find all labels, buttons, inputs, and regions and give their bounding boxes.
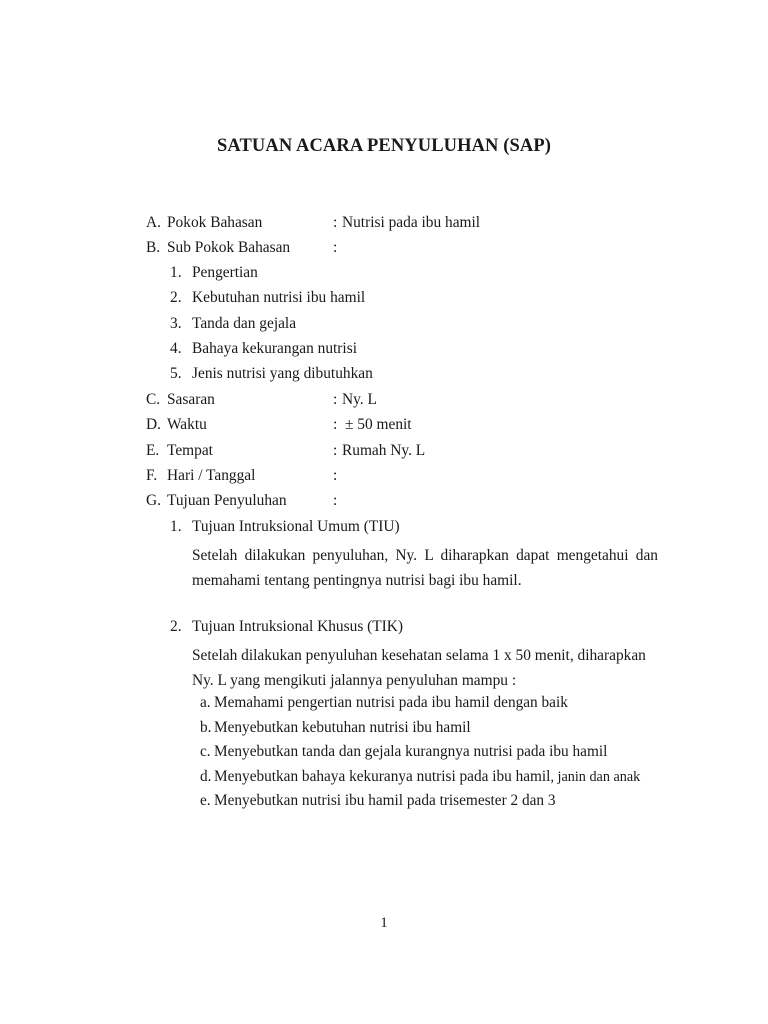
entry-marker: D. <box>146 416 161 434</box>
list-item-label: Memahami pengertian nutrisi pada ibu hamil dengan baik <box>214 694 568 711</box>
entry-row-e <box>146 442 666 467</box>
entry-row-c <box>146 391 666 416</box>
entry-label: Tempat <box>167 441 213 459</box>
entry-marker: F. <box>146 466 158 484</box>
tujuan-instruksional-umum-block <box>170 518 660 594</box>
tiu-number: 1. <box>170 518 182 535</box>
list-item-letter: d. <box>200 767 212 785</box>
sub-pokok-bahasan-list <box>170 264 630 390</box>
entry-value: Ny. L <box>342 391 377 409</box>
list-item-letter: e. <box>200 792 211 810</box>
entry-label: Sasaran <box>167 391 215 409</box>
list-item-number: 5. <box>170 365 182 383</box>
tik-heading-row <box>170 618 660 643</box>
list-item <box>170 365 630 390</box>
entry-label: Sub Pokok Bahasan <box>167 239 291 257</box>
entry-value: Rumah Ny. L <box>342 441 426 459</box>
entry-row-d <box>146 416 666 441</box>
list-item-letter: b. <box>200 718 212 736</box>
entry-label: Tujuan Penyuluhan <box>167 492 287 510</box>
list-item-number: 4. <box>170 339 182 357</box>
entry-label: Waktu <box>167 416 207 434</box>
entry-colon: : <box>333 239 338 257</box>
entry-marker: G. <box>146 492 161 510</box>
tik-objective-list <box>200 694 670 817</box>
entry-colon: : <box>333 416 338 434</box>
list-item-number: 2. <box>170 289 182 307</box>
entry-colon: : <box>333 214 338 231</box>
list-item-label: Menyebutkan tanda dan gejala kurangnya nutrisi pada ibu hamil <box>214 743 608 761</box>
entry-marker: B. <box>146 239 161 257</box>
tiu-heading: Tujuan Intruksional Umum (TIU) <box>192 518 400 535</box>
entry-value: Nutrisi pada ibu hamil <box>342 214 481 231</box>
entry-row-f <box>146 467 666 492</box>
entry-row-b <box>146 239 666 264</box>
entry-marker: E. <box>146 441 160 459</box>
list-item-letter: c. <box>200 743 211 761</box>
list-item-number: 1. <box>170 264 182 281</box>
tiu-heading-row <box>170 518 660 543</box>
entry-colon: : <box>333 466 338 484</box>
list-item-label: Jenis nutrisi yang dibutuhkan <box>192 365 373 383</box>
entry-colon: : <box>333 441 338 459</box>
entry-colon: : <box>333 492 338 510</box>
list-item <box>170 315 630 340</box>
tik-number: 2. <box>170 618 182 635</box>
entry-label: Hari / Tanggal <box>167 466 256 484</box>
entry-row-a <box>146 214 666 239</box>
list-item <box>170 289 630 314</box>
entry-value: ± 50 menit <box>345 416 412 434</box>
list-item-label: Pengertian <box>192 264 258 281</box>
tiu-body-text: Setelah dilakukan penyuluhan, Ny. L diharapkan dapat mengetahui dan memahami tentang pentingnya nutrisi bagi ibu hamil. <box>192 547 658 590</box>
list-item <box>170 264 630 289</box>
tik-heading: Tujuan Intruksional Khusus (TIK) <box>192 618 404 635</box>
page-number: 1 <box>380 915 388 931</box>
tik-body-text: Setelah dilakukan penyuluhan kesehatan selama 1 x 50 menit, diharapkan Ny. L yang mengikuti jalannya penyuluhan mampu : <box>192 647 646 690</box>
entry-row-g <box>146 492 666 517</box>
list-item <box>200 792 670 817</box>
list-item <box>200 768 670 793</box>
list-item-tail: , janin dan anak <box>550 768 641 785</box>
tujuan-instruksional-khusus-block <box>170 618 660 694</box>
list-item-label: Tanda dan gejala <box>192 314 297 332</box>
entry-label: Pokok Bahasan <box>167 214 263 231</box>
page-title: SATUAN ACARA PENYULUHAN (SAP) <box>216 136 552 156</box>
entry-colon: : <box>333 391 338 409</box>
list-item-number: 3. <box>170 314 182 332</box>
list-item-label: Menyebutkan kebutuhan nutrisi ibu hamil <box>214 718 471 736</box>
list-item-label: Menyebutkan bahaya kekuranya nutrisi pada ibu hamil, janin dan anak <box>214 767 641 785</box>
list-item <box>200 743 670 768</box>
list-item-letter: a. <box>200 694 211 711</box>
list-item-label: Bahaya kekurangan nutrisi <box>192 339 357 357</box>
entry-marker: A. <box>146 214 161 231</box>
entry-marker: C. <box>146 391 161 409</box>
list-item <box>200 719 670 744</box>
list-item <box>170 340 630 365</box>
list-item-label: Menyebutkan nutrisi ibu hamil pada trisemester 2 dan 3 <box>214 792 556 810</box>
list-item <box>200 694 670 719</box>
list-item-label: Kebutuhan nutrisi ibu hamil <box>192 289 366 307</box>
